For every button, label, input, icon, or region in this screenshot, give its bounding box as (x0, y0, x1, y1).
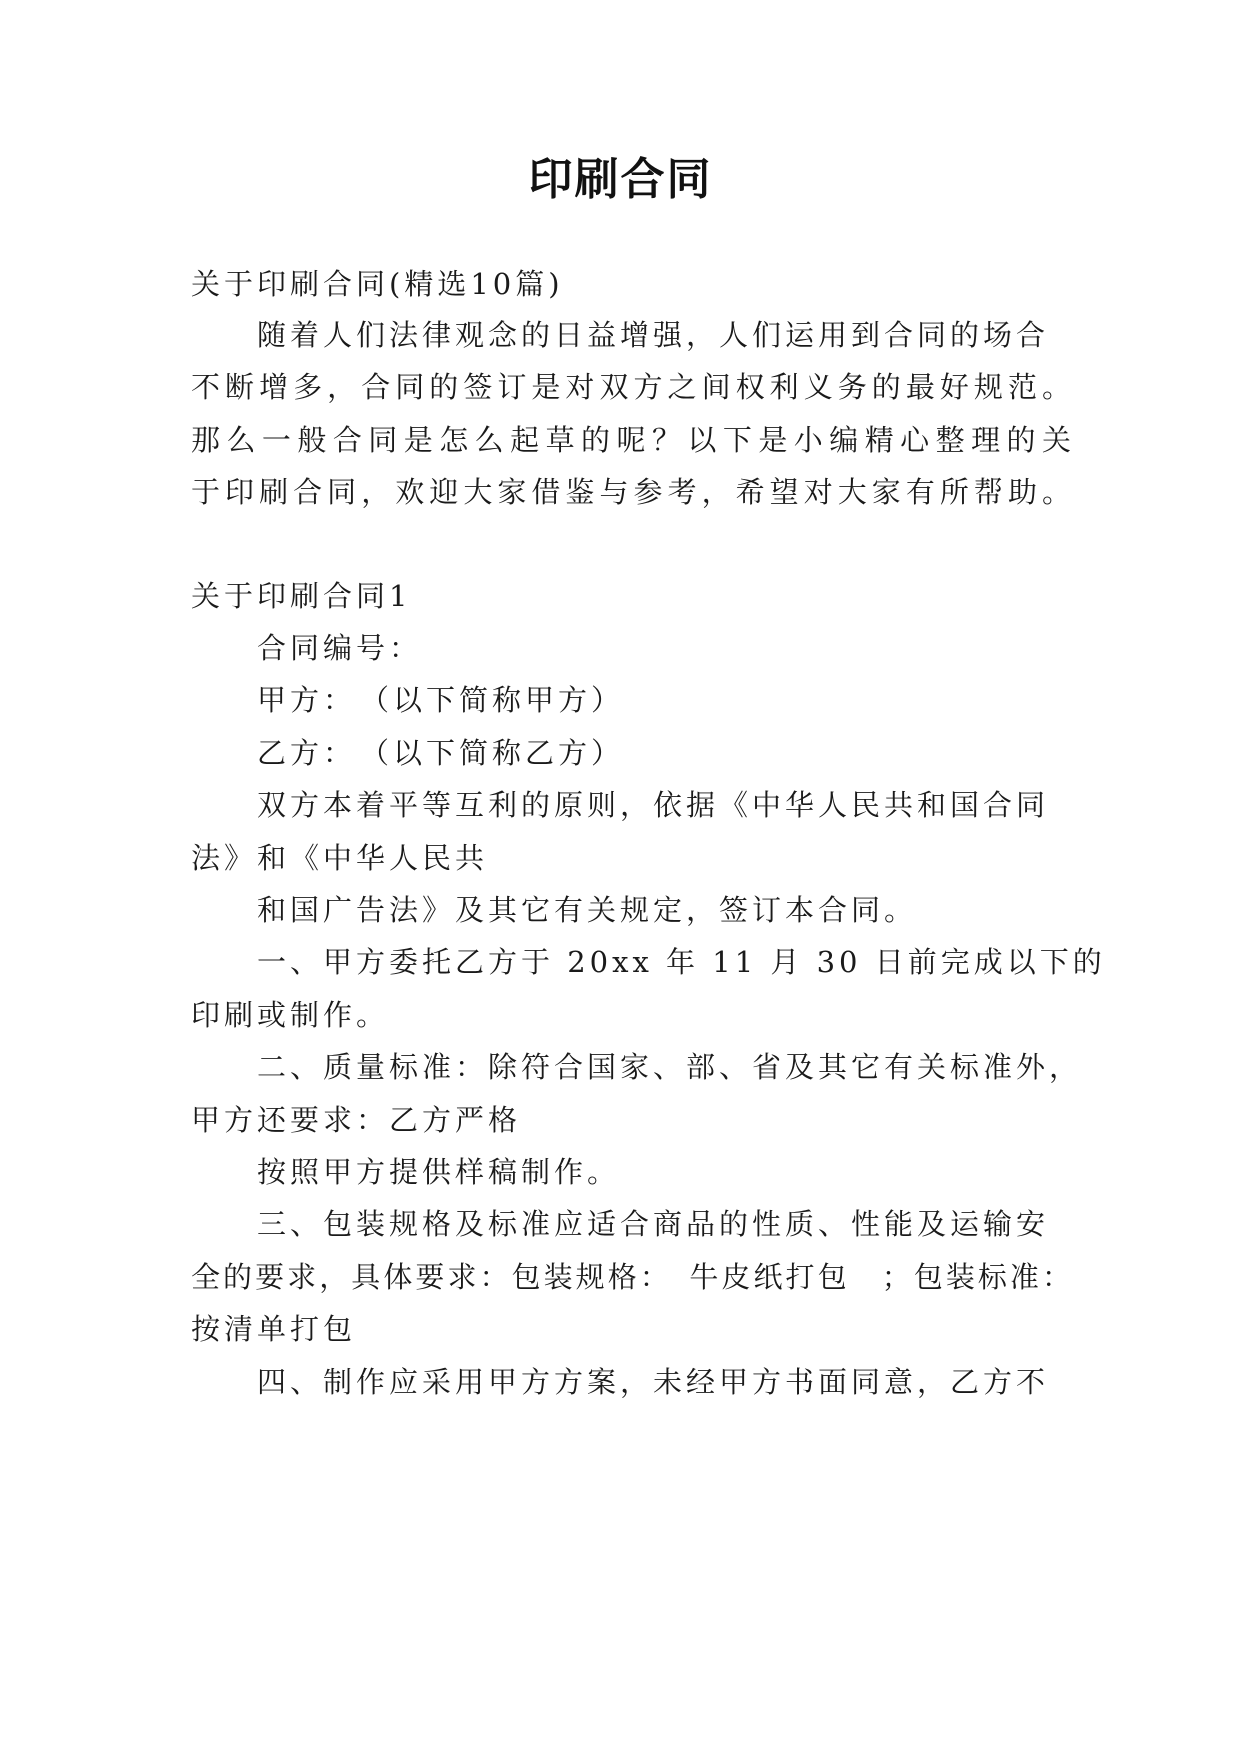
body-line: 甲方还要求：乙方严格 (191, 1103, 522, 1137)
body-line: 按照甲方提供样稿制作。 (257, 1155, 621, 1189)
section-heading: 关于印刷合同1 (191, 579, 412, 613)
document-subtitle: 关于印刷合同(精选10篇) (191, 267, 564, 301)
intro-line: 不断增多，合同的签订是对双方之间权利义务的最好规范。 (191, 370, 1071, 404)
clause-four-line: 四、制作应采用甲方方案，未经甲方书面同意，乙方不 (257, 1365, 1050, 1399)
clause-three-line: 三、包装规格及标准应适合商品的性质、性能及运输安 (257, 1207, 1050, 1241)
clause-one-line: 一、甲方委托乙方于 20xx 年 11 月 30 日前完成以下的 (257, 945, 1106, 979)
body-line: 按清单打包 (191, 1312, 357, 1346)
document-title: 印刷合同 (528, 154, 713, 205)
body-line: 全的要求，具体要求：包装规格： 牛皮纸打包 ；包装标准： (191, 1260, 1071, 1294)
intro-line: 那么一般合同是怎么起草的呢？以下是小编精心整理的关 (191, 423, 1071, 457)
party-b-line: 乙方： （以下简称乙方） (257, 736, 625, 770)
contract-number-line: 合同编号： (257, 631, 423, 665)
body-line: 法》和《中华人民共 (191, 841, 489, 875)
body-line: 印刷或制作。 (191, 998, 390, 1032)
party-a-line: 甲方： （以下简称甲方） (257, 683, 625, 717)
body-line: 和国广告法》及其它有关规定，签订本合同。 (257, 893, 918, 927)
clause-two-line: 二、质量标准：除符合国家、部、省及其它有关标准外， (257, 1050, 1083, 1084)
intro-line: 于印刷合同，欢迎大家借鉴与参考，希望对大家有所帮助。 (191, 475, 1071, 509)
intro-line: 随着人们法律观念的日益增强，人们运用到合同的场合 (257, 318, 1050, 352)
body-line: 双方本着平等互利的原则，依据《中华人民共和国合同 (257, 788, 1050, 822)
